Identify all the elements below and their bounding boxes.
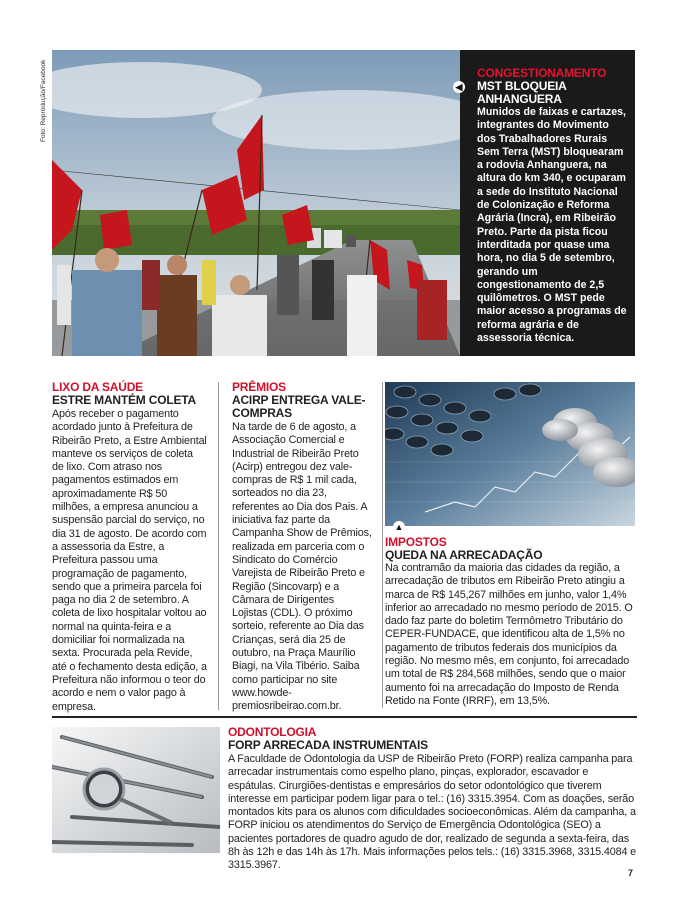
col1-body: Após receber o pagamento acordado junto à Prefeitura de Ribeirão Preto, a Estre Ambiental manteve os serviços de coleta de lixo. Com atraso nos pagamentos estimados em aproximadamente R$ 50 milhões, a empresa anunciou a suspensão parcial do serviço, no dia 31 de agosto. De acordo com a assessoria da Estre, a Prefeitura passou uma programação de pagamento, sendo que a primeira parcela foi paga no dia 2 de setembro. A coleta de lixo hospitalar voltou ao normal na quinta-feira e a domiciliar foi normalizada na sexta. Procurada pela Revide, até o fechamento desta edição, a Prefeitura não informou o teor do acordo e nem o valor pago à empresa. — [52, 408, 207, 713]
column-divider — [218, 382, 219, 710]
column-divider — [382, 382, 383, 708]
top-story-body: Munidos de faixas e cartazes, integrantes do Movimento dos Trabalhadores Rurais Sem Terra (MST) bloquearam a rodovia Anhanguera, na altura do km 340, e ocuparam a sede do Instituto Nacional de Colonização e Reforma Agrária (Incra), em Ribeirão Preto. Parte da pista ficou interditada por quase uma hora, no dia 5 de setembro, gerando um congestionamento de 2,5 quilômetros. O MST pede maior acesso a programas de reforma agrária e de assessoria técnica. — [477, 106, 627, 345]
section-divider — [52, 716, 637, 718]
top-story-headline: MST BLOQUEIA ANHANGUERA — [477, 79, 567, 106]
col1-kicker: LIXO DA SAÚDE — [52, 380, 143, 394]
col1-headline: ESTRE MANTÉM COLETA — [52, 393, 196, 407]
protest-photo — [52, 50, 460, 356]
photo-credit: Foto: Reprodução/Facebook — [40, 59, 47, 142]
col3-kicker: IMPOSTOS — [385, 535, 447, 549]
top-story-kicker: CONGESTIONAMENTO — [477, 66, 607, 80]
col3-body: Na contramão da maioria das cidades da região, a arrecadação de tributos em Ribeirão Preto atingiu a marca de R$ 145,267 milhões em junho, valor 1,4% inferior ao arrecadado no mesmo período de 2015. O dado faz parte do boletim Termômetro Tributário do CEPER-FUNDACE, que identificou alta de 1,5% no pagamento de tributos federais dos municípios da região. No mesmo mês, em conjunto, foi arrecadado um total de R$ 284,568 milhões, sendo que o maior aumento foi na arrecadação do Imposto de Renda Retido na Fonte (IRRF), em 13,5%. — [385, 562, 633, 707]
col2-body: Na tarde de 6 de agosto, a Associação Comercial e Industrial de Ribeirão Preto (Acirp) entregou dez vale-compras de R$ 1 mil cada, sorteados no dia 23, referentes ao Dia dos Pais. A iniciativa faz parte da Campanha Show de Prêmios, realizada em parceria com o Sindicato do Comércio Varejista de Ribeirão Preto e Região (Sincovarp) e a Câmara de Dirigentes Lojistas (CDL). O próximo sorteio, referente ao Dia das Crianças, será dia 25 de outubro, na Praça Maurílio Biagi, na Vila Tibério. Saiba como participar no site www.howde-premiosribeirao.com.br. — [232, 421, 372, 713]
col2-kicker: PRÊMIOS — [232, 380, 286, 394]
arrow-up-icon: ▲ — [394, 522, 404, 532]
odonto-body: A Faculdade de Odontologia da USP de Ribeirão Preto (FORP) realiza campanha para arrecadar instrumentais como espelho plano, pinças, explorador, escavador e espátulas. Cirurgiões-dentistas e empresários do setor odontológico que tiverem interesse em participar podem ligar para o tel.: (16) 3315.3954. Com as doações, serão montados kits para os alunos com dificuldades socioeconômicas. Além da campanha, a FORP iniciou os atendimentos do Serviço de Emergência Odontológica (SEO) a pacientes portadores de quadro agudo de dor, realizado de segunda a sexta-feira, das 8h às 12h e das 14h às 17h. Mais informações pelos tels.: (16) 3315.3968, 3315.4084 e 3315.3967. — [228, 753, 637, 872]
finance-photo — [385, 382, 635, 526]
arrow-left-icon: ◀ — [453, 81, 465, 93]
dental-instruments-photo — [52, 727, 220, 853]
page-number: 7 — [628, 868, 634, 878]
odonto-kicker: ODONTOLOGIA — [228, 725, 317, 739]
col2-headline: ACIRP ENTREGA VALE-COMPRAS — [232, 393, 366, 420]
col3-headline: QUEDA NA ARRECADAÇÃO — [385, 548, 543, 562]
odonto-headline: FORP ARRECADA INSTRUMENTAIS — [228, 738, 428, 752]
